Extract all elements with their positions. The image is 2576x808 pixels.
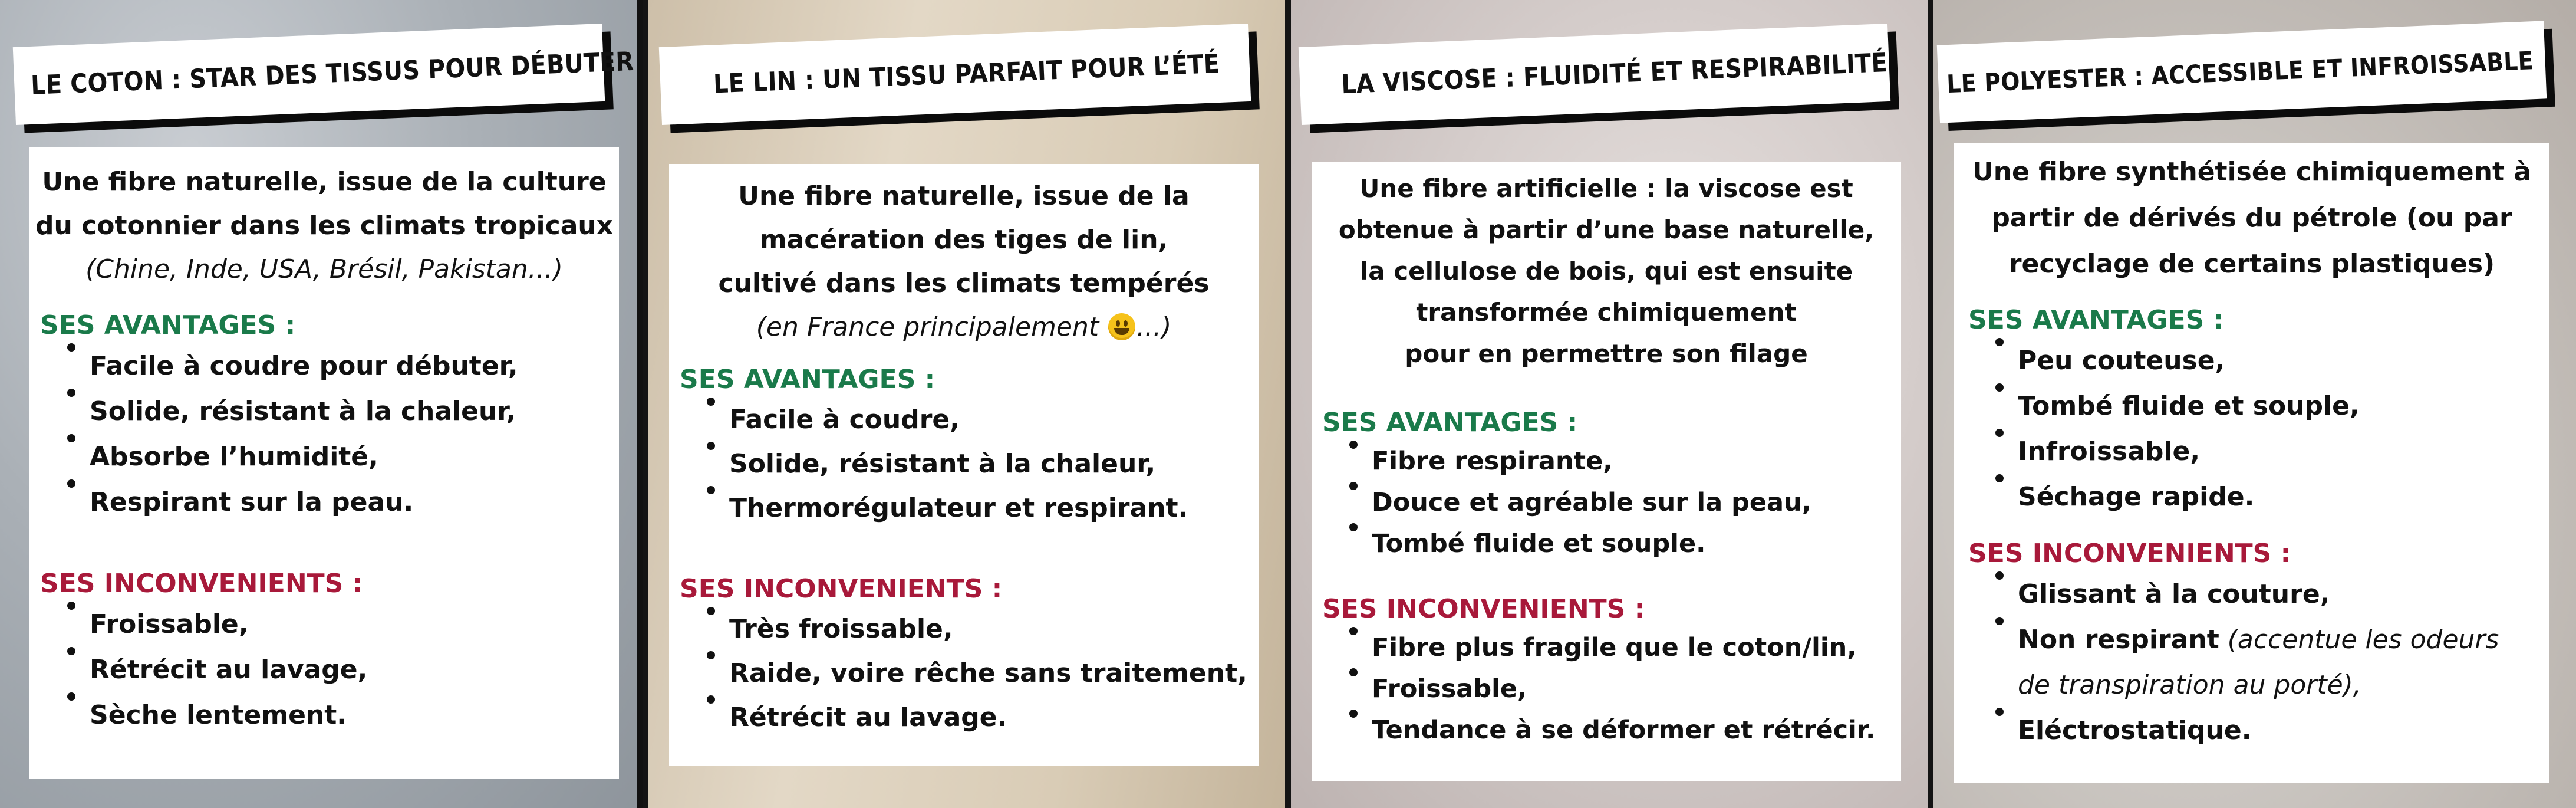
panel-divider (1285, 0, 1291, 808)
advantages-list (1372, 441, 1895, 564)
list-item: Infroissable, (2018, 429, 2544, 474)
intro-line: transformée chimiquement (1416, 298, 1797, 327)
intro-origin-text: (en France principalement (756, 312, 1099, 342)
list-item: Tendance à se déformer et rétrécir. (1372, 710, 1895, 751)
intro-line: macération des tiges de lin, (759, 225, 1168, 255)
inconvenients-heading: SES INCONVENIENTS : (1322, 594, 1645, 624)
list-item (2018, 617, 2544, 662)
intro-line: Une fibre artificielle : la viscose est (1359, 174, 1853, 203)
list-item: Froissable, (90, 602, 613, 647)
list-item: Fibre respirante, (1372, 441, 1895, 482)
list-item: Froissable, (1372, 668, 1895, 710)
list-item: Tombé fluide et souple. (1372, 523, 1895, 564)
panel-lin (648, 0, 1285, 808)
panel-coton (0, 0, 637, 808)
list-item: Absorbe l’humidité, (90, 434, 613, 479)
advantages-heading: SES AVANTAGES : (40, 310, 296, 340)
intro-text (35, 160, 613, 291)
advantages-list (90, 343, 613, 525)
intro-origin (675, 306, 1253, 349)
list-item: Fibre plus fragile que le coton/lin, (1372, 627, 1895, 668)
list-item: Eléctrostatique. (2018, 708, 2544, 753)
info-card (1954, 143, 2549, 783)
panel-divider (1928, 0, 1933, 808)
inconvenients-list (2018, 571, 2544, 753)
panel-title: LE COTON : STAR DES TISSUS POUR DÉBUTER (13, 24, 605, 125)
list-item: Rétrécit au lavage, (90, 647, 613, 692)
advantages-heading: SES AVANTAGES : (680, 364, 935, 395)
item-bold-text: Non respirant (2018, 625, 2219, 655)
list-item: Tombé fluide et souple, (2018, 383, 2544, 429)
list-item: Très froissable, (729, 607, 1253, 651)
inconvenients-list (729, 607, 1253, 740)
list-item: Sèche lentement. (90, 692, 613, 738)
panel-title: LE POLYESTER : ACCESSIBLE ET INFROISSABLE (1937, 21, 2547, 123)
list-item: Solide, résistant à la chaleur, (90, 389, 613, 434)
intro-text (1960, 149, 2544, 287)
panel-title: LE LIN : UN TISSU PARFAIT POUR L’ÉTÉ (659, 24, 1251, 125)
list-item: Facile à coudre pour débuter, (90, 343, 613, 389)
intro-line: la cellulose de bois, qui est ensuite (1359, 257, 1853, 285)
list-item: Rétrécit au lavage. (729, 695, 1253, 740)
smiling-face-icon (1108, 313, 1135, 340)
intro-line: Une fibre naturelle, issue de la (738, 181, 1190, 211)
list-item: Facile à coudre, (729, 398, 1253, 442)
panel-viscose (1291, 0, 1928, 808)
intro-origin-end: ...) (1137, 312, 1172, 342)
advantages-list (2018, 338, 2544, 520)
inconvenients-heading: SES INCONVENIENTS : (1968, 538, 2291, 569)
panel-polyester (1933, 0, 2576, 808)
intro-text (675, 175, 1253, 349)
list-item: Respirant sur la peau. (90, 479, 613, 525)
intro-line: du cotonnier dans les climats tropicaux (35, 211, 614, 241)
panel-divider (643, 0, 648, 808)
info-card (669, 164, 1259, 766)
list-item: Peu couteuse, (2018, 338, 2544, 383)
intro-text (1317, 168, 1895, 375)
info-card (1312, 162, 1901, 781)
intro-line: obtenue à partir d’une base naturelle, (1338, 215, 1875, 244)
intro-line: partir de dérivés du pétrole (ou par (1991, 203, 2512, 233)
list-item: Douce et agréable sur la peau, (1372, 482, 1895, 523)
intro-line: pour en permettre son filage (1405, 339, 1808, 368)
advantages-heading: SES AVANTAGES : (1968, 305, 2224, 335)
info-card (29, 147, 619, 779)
intro-line: recyclage de certains plastiques) (2008, 249, 2495, 279)
inconvenients-heading: SES INCONVENIENTS : (40, 569, 363, 599)
intro-origin: (Chine, Inde, USA, Brésil, Pakistan...) (85, 254, 563, 284)
inconvenients-list (1372, 627, 1895, 751)
advantages-list (729, 398, 1253, 530)
item-note-continuation: de transpiration au porté), (2018, 670, 2361, 700)
list-item: Thermorégulateur et respirant. (729, 486, 1253, 530)
panel-title: LA VISCOSE : FLUIDITÉ ET RESPIRABILITÉ (1299, 24, 1890, 125)
intro-line: Une fibre synthétisée chimiquement à (1972, 157, 2532, 187)
intro-line: cultivé dans les climats tempérés (718, 268, 1210, 298)
item-note: (accentue les odeurs (2219, 625, 2499, 655)
intro-line: Une fibre naturelle, issue de la culture (42, 167, 607, 197)
list-item-continuation (2018, 662, 2544, 708)
inconvenients-heading: SES INCONVENIENTS : (680, 574, 1003, 604)
list-item: Raide, voire rêche sans traitement, (729, 651, 1253, 695)
inconvenients-list (90, 602, 613, 738)
list-item: Solide, résistant à la chaleur, (729, 442, 1253, 486)
list-item: Séchage rapide. (2018, 474, 2544, 520)
list-item: Glissant à la couture, (2018, 571, 2544, 617)
advantages-heading: SES AVANTAGES : (1322, 408, 1578, 438)
